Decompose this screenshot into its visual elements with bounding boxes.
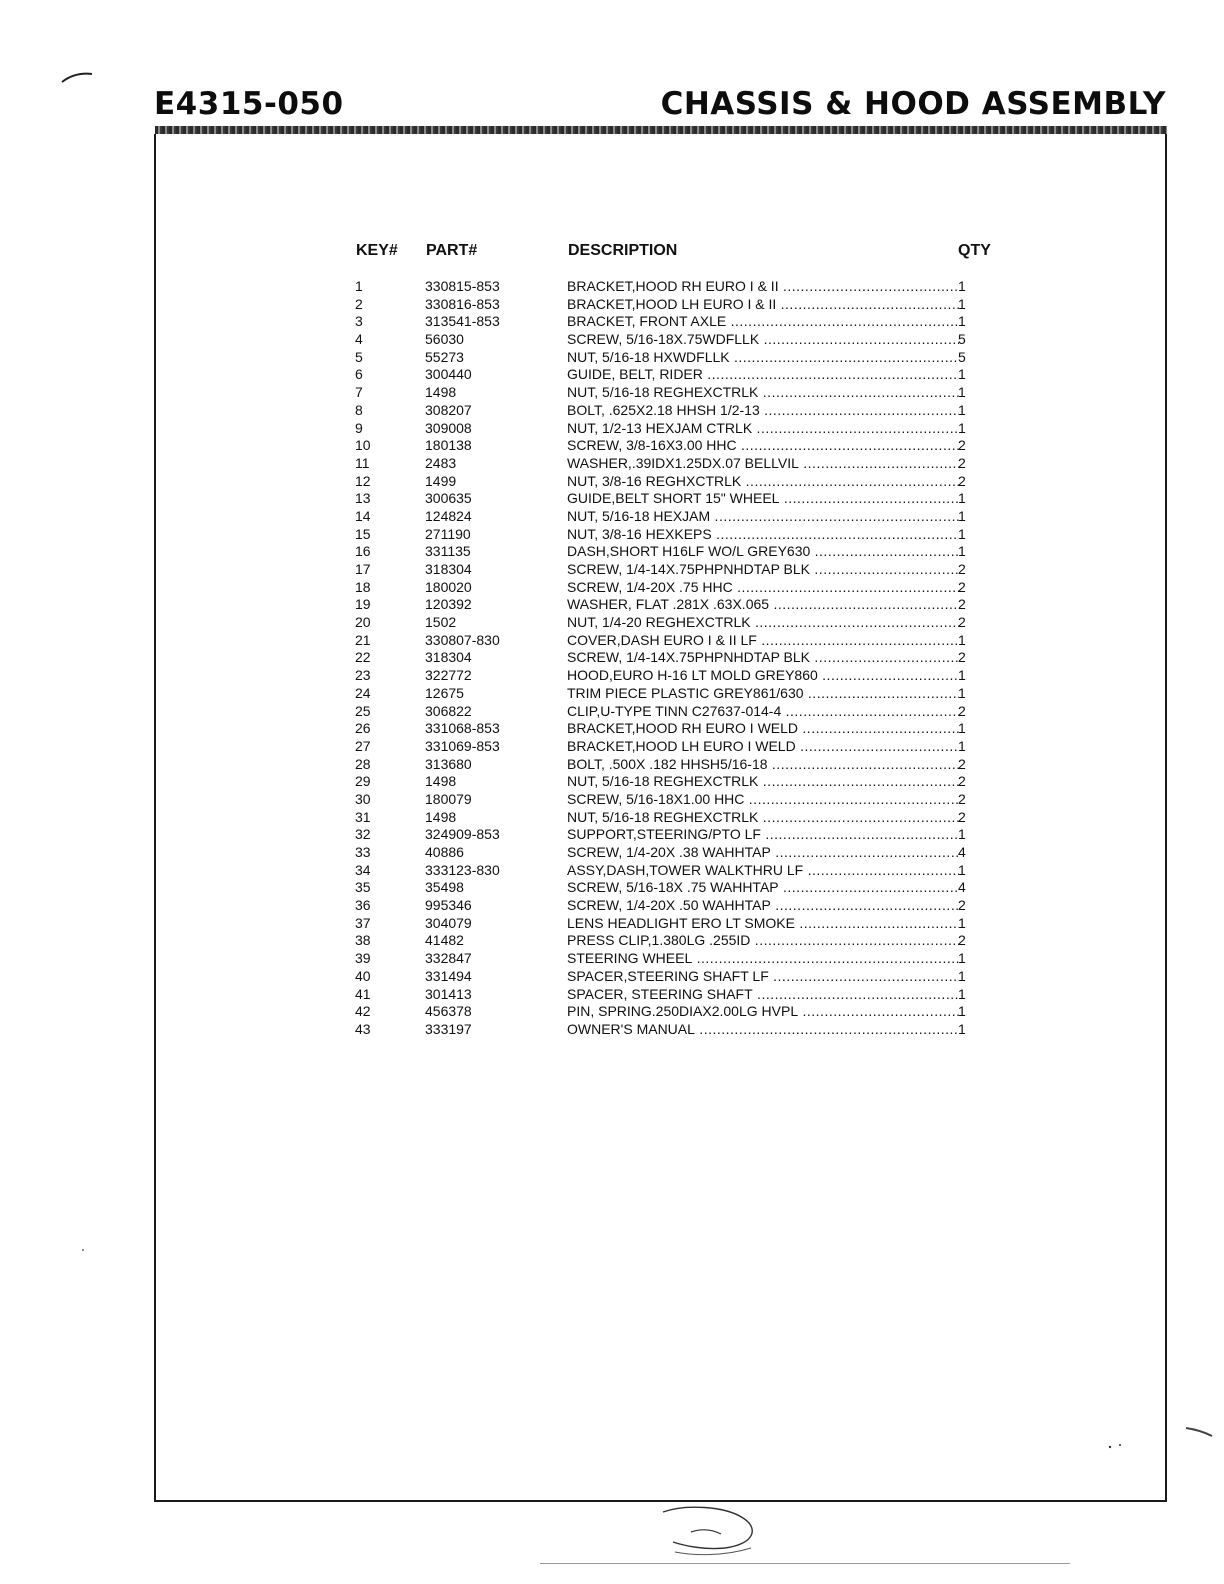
qty-cell: 1 <box>958 507 966 524</box>
key-cell: 2 <box>355 295 363 312</box>
key-cell: 20 <box>355 614 371 631</box>
description-cell: BRACKET, FRONT AXLE ..... <box>567 313 959 331</box>
qty-cell: 1 <box>958 401 966 418</box>
column-header-description: DESCRIPTION <box>568 242 678 259</box>
key-cell: 9 <box>355 419 363 436</box>
key-cell: 26 <box>355 720 371 737</box>
key-cell: 37 <box>355 914 371 931</box>
qty-cell: 2 <box>958 808 966 825</box>
key-cell: 21 <box>355 631 371 648</box>
key-cell: 38 <box>355 932 371 949</box>
qty-cell: 1 <box>958 631 966 648</box>
key-cell: 34 <box>355 861 371 878</box>
part-number-cell: 1498 <box>425 773 457 790</box>
description-cell: BRACKET,HOOD RH EURO I WELD ..... <box>567 720 959 738</box>
qty-cell: 2 <box>958 755 966 772</box>
key-cell: 30 <box>355 790 371 807</box>
description-cell: NUT, 5/16-18 REGHEXCTRLK ..... <box>567 809 959 827</box>
part-number-cell: 180020 <box>425 578 472 595</box>
qty-cell: 4 <box>958 879 966 896</box>
qty-cell: 1 <box>958 543 966 560</box>
description-cell: GUIDE,BELT SHORT 15" WHEEL ..... <box>567 490 959 508</box>
qty-cell: 1 <box>958 914 966 931</box>
description-cell: WASHER, FLAT .281X .63X.065 ..... <box>567 596 959 614</box>
qty-cell: 1 <box>958 490 966 507</box>
part-number-cell: 40886 <box>425 844 464 860</box>
qty-cell: 1 <box>958 950 966 967</box>
key-cell: 6 <box>355 366 363 383</box>
qty-cell: 1 <box>958 278 966 294</box>
qty-cell: 1 <box>958 967 966 984</box>
description-cell: SPACER,STEERING SHAFT LF ..... <box>567 968 959 986</box>
qty-cell: 1 <box>958 861 966 878</box>
part-number-cell: 306822 <box>425 702 472 719</box>
qty-cell: 1 <box>958 667 966 684</box>
description-cell: ASSY,DASH,TOWER WALKTHRU LF ..... <box>567 862 959 880</box>
column-header-qty: QTY <box>958 242 991 259</box>
part-number-cell: 330816-853 <box>425 295 500 312</box>
qty-cell: 1 <box>958 1020 966 1037</box>
description-cell: NUT, 1/4-20 REGHEXCTRLK ..... <box>567 614 959 632</box>
qty-cell: 2 <box>958 578 966 595</box>
description-cell: LENS HEADLIGHT ERO LT SMOKE ..... <box>567 915 959 933</box>
part-number-cell: 309008 <box>425 419 472 436</box>
part-number-cell: 300635 <box>425 490 472 507</box>
part-number-cell: 331068-853 <box>425 720 500 737</box>
key-cell: 22 <box>355 649 371 666</box>
part-number-cell: 318304 <box>425 561 472 577</box>
description-cell: NUT, 3/8-16 REGHXCTRLK ..... <box>567 473 959 491</box>
description-cell: SCREW, 1/4-20X .50 WAHHTAP ..... <box>567 897 959 915</box>
part-number-cell: 322772 <box>425 667 472 684</box>
part-number-cell: 1498 <box>425 808 457 825</box>
key-cell: 41 <box>355 985 371 1002</box>
key-cell: 1 <box>355 278 363 294</box>
description-cell: NUT, 5/16-18 HXWDFLLK ..... <box>567 349 959 367</box>
part-number-cell: 180138 <box>425 437 472 454</box>
qty-cell: 1 <box>958 985 966 1002</box>
description-cell: SUPPORT,STEERING/PTO LF ..... <box>567 826 959 844</box>
description-cell: BRACKET,HOOD LH EURO I WELD ..... <box>567 738 959 756</box>
column-header-part: PART# <box>426 242 478 259</box>
part-number-cell: 301413 <box>425 985 472 1002</box>
description-cell: NUT, 5/16-18 HEXJAM ..... <box>567 508 959 526</box>
part-number-cell: 12675 <box>425 684 464 701</box>
qty-cell: 1 <box>958 366 966 383</box>
description-cell: BOLT, .625X2.18 HHSH 1/2-13 ..... <box>567 402 959 420</box>
description-cell: NUT, 5/16-18 REGHEXCTRLK ..... <box>567 773 959 791</box>
part-number-cell: 313541-853 <box>425 313 500 330</box>
qty-cell: 1 <box>958 826 966 843</box>
part-number-cell: 331135 <box>425 543 471 560</box>
qty-cell: 2 <box>958 454 966 471</box>
part-number-cell: 55273 <box>425 348 464 365</box>
qty-cell: 1 <box>958 684 966 701</box>
key-cell: 35 <box>355 879 371 896</box>
key-cell: 25 <box>355 702 371 719</box>
description-cell: SCREW, 3/8-16X3.00 HHC ..... <box>567 437 959 455</box>
part-number-cell: 330807-830 <box>425 631 500 648</box>
key-cell: 19 <box>355 596 371 613</box>
qty-cell: 2 <box>958 790 966 807</box>
part-number-cell: 271190 <box>425 525 471 542</box>
qty-cell: 5 <box>958 348 966 365</box>
description-cell: NUT, 1/2-13 HEXJAM CTRLK ..... <box>567 420 959 438</box>
description-cell: SCREW, 5/16-18X .75 WAHHTAP ..... <box>567 879 959 897</box>
description-cell: PRESS CLIP,1.380LG .255ID ..... <box>567 932 959 950</box>
qty-cell: 5 <box>958 331 966 348</box>
part-number-cell: 1499 <box>425 472 457 489</box>
key-cell: 29 <box>355 773 371 790</box>
part-number-cell: 332847 <box>425 950 472 967</box>
qty-cell: 1 <box>958 737 966 754</box>
key-cell: 17 <box>355 561 371 577</box>
part-number-cell: 1498 <box>425 384 457 401</box>
key-cell: 13 <box>355 490 371 507</box>
key-cell: 8 <box>355 401 363 418</box>
qty-cell: 2 <box>958 561 966 577</box>
part-number-cell: 313680 <box>425 755 472 772</box>
part-number-cell: 35498 <box>425 879 464 896</box>
part-number-cell: 324909-853 <box>425 826 500 843</box>
key-cell: 23 <box>355 667 371 684</box>
part-number-cell: 2483 <box>425 454 457 471</box>
key-cell: 33 <box>355 844 371 860</box>
qty-cell: 1 <box>958 295 966 312</box>
page-title: CHASSIS & HOOD ASSEMBLY <box>660 86 1166 122</box>
description-cell: SCREW, 1/4-20X .38 WAHHTAP ..... <box>567 844 959 862</box>
key-cell: 10 <box>355 437 371 454</box>
qty-cell: 2 <box>958 702 966 719</box>
qty-cell: 2 <box>958 649 966 666</box>
key-cell: 32 <box>355 826 371 843</box>
model-number: E4315-050 <box>154 86 344 122</box>
qty-cell: 2 <box>958 773 966 790</box>
part-number-cell: 124824 <box>425 507 472 524</box>
key-cell: 7 <box>355 384 363 401</box>
part-number-cell: 308207 <box>425 401 472 418</box>
description-cell: PIN, SPRING.250DIAX2.00LG HVPL ..... <box>567 1003 959 1021</box>
part-number-cell: 333197 <box>425 1020 472 1037</box>
part-number-cell: 56030 <box>425 331 464 348</box>
description-cell: WASHER,.39IDX1.25DX.07 BELLVIL ..... <box>567 455 959 473</box>
column-header-key: KEY# <box>356 242 398 259</box>
part-number-cell: 995346 <box>425 897 472 914</box>
key-cell: 18 <box>355 578 371 595</box>
key-cell: 40 <box>355 967 371 984</box>
description-cell: HOOD,EURO H-16 LT MOLD GREY860 ..... <box>567 667 959 685</box>
description-cell: OWNER'S MANUAL ..... <box>567 1021 959 1039</box>
qty-cell: 1 <box>958 525 966 542</box>
key-cell: 15 <box>355 525 371 542</box>
key-cell: 12 <box>355 472 371 489</box>
part-number-cell: 304079 <box>425 914 472 931</box>
part-number-cell: 456378 <box>425 1003 472 1020</box>
key-cell: 16 <box>355 543 371 560</box>
description-cell: COVER,DASH EURO I & II LF ..... <box>567 632 959 650</box>
part-number-cell: 41482 <box>425 932 464 949</box>
part-number-cell: 1502 <box>425 614 457 631</box>
key-cell: 28 <box>355 755 371 772</box>
description-cell: GUIDE, BELT, RIDER ..... <box>567 366 959 384</box>
description-cell: SCREW, 1/4-20X .75 HHC ..... <box>567 579 959 597</box>
qty-cell: 2 <box>958 596 966 613</box>
description-cell: CLIP,U-TYPE TINN C27637-014-4 ..... <box>567 703 959 721</box>
key-cell: 14 <box>355 507 371 524</box>
qty-cell: 2 <box>958 897 966 914</box>
key-cell: 24 <box>355 684 371 701</box>
qty-cell: 1 <box>958 419 966 436</box>
description-cell: SCREW, 5/16-18X1.00 HHC ..... <box>567 791 959 809</box>
description-cell: SPACER, STEERING SHAFT ..... <box>567 986 959 1004</box>
qty-cell: 1 <box>958 313 966 330</box>
part-number-cell: 330815-853 <box>425 278 500 294</box>
key-cell: 42 <box>355 1003 371 1020</box>
description-cell: SCREW, 1/4-14X.75PHPNHDTAP BLK ..... <box>567 649 959 667</box>
qty-cell: 1 <box>958 720 966 737</box>
qty-cell: 2 <box>958 472 966 489</box>
key-cell: 36 <box>355 897 371 914</box>
key-cell: 5 <box>355 348 363 365</box>
key-cell: 39 <box>355 950 371 967</box>
key-cell: 3 <box>355 313 363 330</box>
description-cell: BRACKET,HOOD LH EURO I & II ..... <box>567 296 959 314</box>
description-cell: STEERING WHEEL ..... <box>567 950 959 968</box>
key-cell: 4 <box>355 331 363 348</box>
qty-cell: 4 <box>958 844 966 860</box>
qty-cell: 2 <box>958 614 966 631</box>
description-cell: NUT, 3/8-16 HEXKEPS ..... <box>567 526 959 544</box>
description-cell: SCREW, 1/4-14X.75PHPNHDTAP BLK ..... <box>567 561 959 579</box>
description-cell: BOLT, .500X .182 HHSH5/16-18 ..... <box>567 756 959 774</box>
part-number-cell: 331069-853 <box>425 737 500 754</box>
qty-cell: 2 <box>958 932 966 949</box>
description-cell: DASH,SHORT H16LF WO/L GREY630 ..... <box>567 543 959 561</box>
key-cell: 31 <box>355 808 371 825</box>
key-cell: 27 <box>355 737 371 754</box>
description-cell: BRACKET,HOOD RH EURO I & II ..... <box>567 278 959 296</box>
key-cell: 43 <box>355 1020 371 1037</box>
qty-cell: 2 <box>958 437 966 454</box>
part-number-cell: 331494 <box>425 967 472 984</box>
description-cell: TRIM PIECE PLASTIC GREY861/630 ..... <box>567 685 959 703</box>
qty-cell: 1 <box>958 384 966 401</box>
description-cell: NUT, 5/16-18 REGHEXCTRLK ..... <box>567 384 959 402</box>
description-cell: SCREW, 5/16-18X.75WDFLLK ..... <box>567 331 959 349</box>
part-number-cell: 300440 <box>425 366 472 383</box>
part-number-cell: 318304 <box>425 649 472 666</box>
part-number-cell: 180079 <box>425 790 472 807</box>
qty-cell: 1 <box>958 1003 966 1020</box>
part-number-cell: 333123-830 <box>425 861 500 878</box>
key-cell: 11 <box>355 454 370 471</box>
part-number-cell: 120392 <box>425 596 472 613</box>
